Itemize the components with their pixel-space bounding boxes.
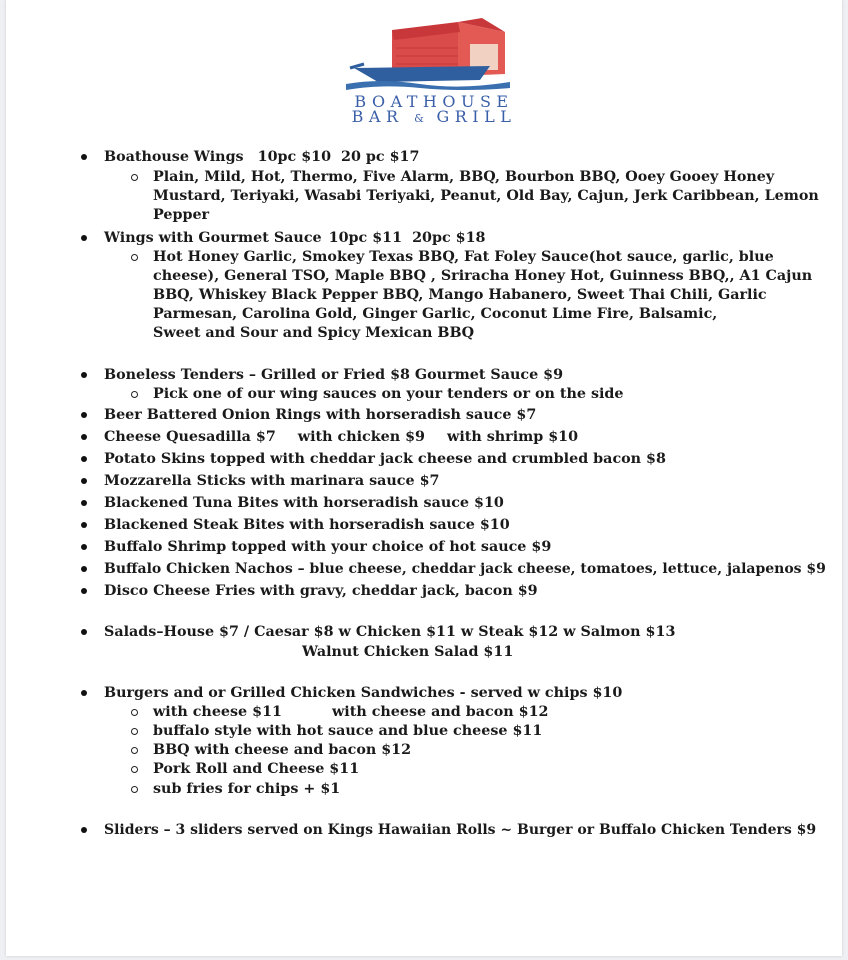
logo-text-bar-grill: BAR & GRILL bbox=[351, 107, 517, 126]
bullet bbox=[80, 560, 88, 579]
bullet bbox=[80, 516, 88, 535]
tenders-note: Pick one of our wing sauces on your tenders or on the side bbox=[153, 386, 624, 402]
wing-sauce-line: Pepper bbox=[153, 207, 210, 223]
sub-bullet bbox=[130, 741, 139, 760]
logo-text-boathouse: BOATHOUSE bbox=[354, 92, 514, 111]
bullet bbox=[80, 472, 88, 491]
sub-bullet bbox=[130, 780, 139, 799]
burger-option: Pork Roll and Cheese $11 bbox=[153, 761, 360, 777]
menu-item-gourmet-wings: Wings with Gourmet Sauce 10pc $11 20pc $18 bbox=[104, 230, 486, 246]
sub-bullet bbox=[130, 760, 139, 779]
bullet bbox=[80, 406, 88, 425]
bullet bbox=[80, 494, 88, 513]
menu-item-disco-fries: Disco Cheese Fries with gravy, cheddar jack, bacon $9 bbox=[104, 583, 538, 599]
sub-bullet bbox=[130, 703, 139, 722]
menu-item-burgers: Burgers and or Grilled Chicken Sandwiches - served w chips $10 bbox=[104, 685, 623, 701]
boathouse-logo bbox=[336, 18, 536, 128]
menu-item-potato-skins: Potato Skins topped with cheddar jack cheese and crumbled bacon $8 bbox=[104, 451, 666, 467]
boathouse-logo-image bbox=[340, 18, 510, 92]
menu-item-onion-rings: Beer Battered Onion Rings with horseradish sauce $7 bbox=[104, 407, 537, 423]
bullet bbox=[80, 450, 88, 469]
menu-item-nachos: Buffalo Chicken Nachos – blue cheese, cheddar jack cheese, tomatoes, lettuce, jalapenos $9 bbox=[104, 561, 826, 577]
burger-option: with cheese $11 with cheese and bacon $12 bbox=[153, 704, 549, 720]
menu-item-tuna-bites: Blackened Tuna Bites with horseradish sauce $10 bbox=[104, 495, 504, 511]
sub-bullet bbox=[130, 248, 139, 267]
bullet bbox=[80, 821, 88, 840]
wing-sauce-line: Mustard, Teriyaki, Wasabi Teriyaki, Peanut, Old Bay, Cajun, Jerk Caribbean, Lemon bbox=[153, 188, 819, 204]
menu-item-walnut-salad: Walnut Chicken Salad $11 bbox=[302, 644, 514, 660]
menu-item-quesadilla: Cheese Quesadilla $7 with chicken $9 with shrimp $10 bbox=[104, 429, 579, 445]
sub-bullet bbox=[130, 168, 139, 187]
menu-item-salads: Salads–House $7 / Caesar $8 w Chicken $11 w Steak $12 w Salmon $13 bbox=[104, 624, 676, 640]
bullet bbox=[80, 582, 88, 601]
menu-item-steak-bites: Blackened Steak Bites with horseradish sauce $10 bbox=[104, 517, 510, 533]
sub-bullet bbox=[130, 385, 139, 404]
bullet bbox=[80, 684, 88, 703]
menu-page bbox=[6, 0, 842, 956]
menu-item-buffalo-shrimp: Buffalo Shrimp topped with your choice of hot sauce $9 bbox=[104, 539, 552, 555]
burger-option: buffalo style with hot sauce and blue cheese $11 bbox=[153, 723, 543, 739]
gourmet-sauce-line: Parmesan, Carolina Gold, Ginger Garlic, Coconut Lime Fire, Balsamic, bbox=[153, 306, 718, 322]
bullet bbox=[80, 428, 88, 447]
burger-option: BBQ with cheese and bacon $12 bbox=[153, 742, 412, 758]
gourmet-sauce-line: cheese), General TSO, Maple BBQ , Sriracha Honey Hot, Guinness BBQ,, A1 Cajun bbox=[153, 268, 813, 284]
sub-bullet bbox=[130, 722, 139, 741]
bullet bbox=[80, 366, 88, 385]
gourmet-sauce-line: Sweet and Sour and Spicy Mexican BBQ bbox=[153, 325, 475, 341]
bullet bbox=[80, 623, 88, 642]
bullet bbox=[80, 229, 88, 248]
menu-item-sliders: Sliders – 3 sliders served on Kings Hawaiian Rolls ~ Burger or Buffalo Chicken Tenders $9 bbox=[104, 822, 817, 838]
gourmet-sauce-line: Hot Honey Garlic, Smokey Texas BBQ, Fat Foley Sauce(hot sauce, garlic, blue bbox=[153, 249, 774, 265]
bullet bbox=[80, 148, 88, 167]
wing-sauce-line: Plain, Mild, Hot, Thermo, Five Alarm, BBQ, Bourbon BBQ, Ooey Gooey Honey bbox=[153, 169, 775, 185]
burger-option: sub fries for chips + $1 bbox=[153, 781, 341, 797]
gourmet-sauce-line: BBQ, Whiskey Black Pepper BBQ, Mango Habanero, Sweet Thai Chili, Garlic bbox=[153, 287, 767, 303]
menu-item-mozzarella: Mozzarella Sticks with marinara sauce $7 bbox=[104, 473, 440, 489]
menu-item-tenders: Boneless Tenders – Grilled or Fried $8 Gourmet Sauce $9 bbox=[104, 367, 564, 383]
bullet bbox=[80, 538, 88, 557]
menu-item-wings: Boathouse Wings 10pc $10 20 pc $17 bbox=[104, 149, 420, 165]
